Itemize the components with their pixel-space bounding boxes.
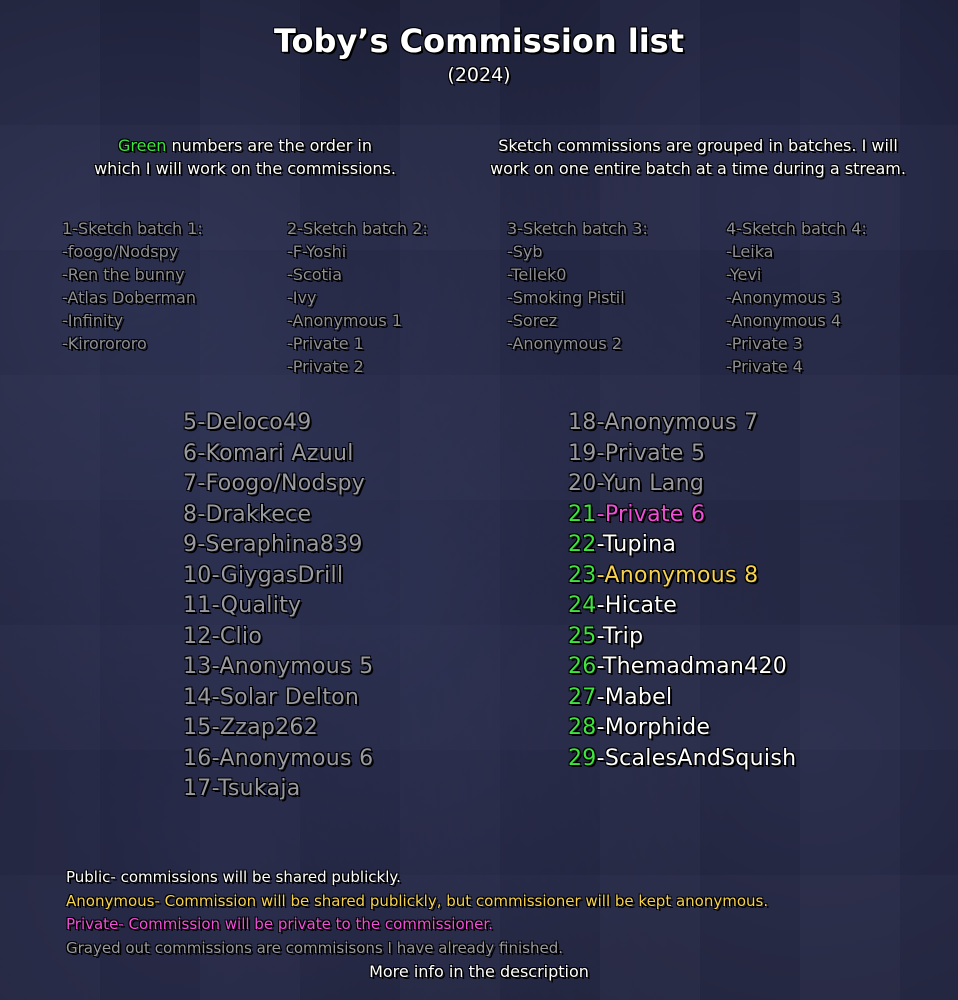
batch-title: 2-Sketch batch 2: <box>287 219 428 238</box>
batch-item: -Ren the bunny <box>62 265 185 284</box>
sketch-batch-2 <box>287 217 517 378</box>
green-word: Green <box>117 136 167 155</box>
list-item: 9-Seraphina839 <box>183 532 363 557</box>
list-item: 19-Private 5 <box>568 440 706 466</box>
list-item: 11-Quality <box>183 593 302 618</box>
list-item: 27-Mabel <box>568 684 673 710</box>
batch-item: -Private 3 <box>726 334 803 353</box>
legend-private: Private- Commission will be private to the commissioner. <box>66 915 493 933</box>
list-item: 22-Tupina <box>568 532 677 557</box>
batch-title: 1-Sketch batch 1: <box>62 219 203 238</box>
batch-title: 4-Sketch batch 4: <box>726 219 867 238</box>
commission-list-right <box>568 408 796 774</box>
list-item: 12-Clio <box>183 623 263 649</box>
sketch-batch-4 <box>726 217 956 378</box>
list-item: 6-Komari Azuul <box>183 440 354 466</box>
batch-item: -Leika <box>726 242 774 261</box>
list-item: 28-Morphide <box>568 715 711 740</box>
list-item: 7-Foogo/Nodspy <box>183 471 366 496</box>
batch-item: -Yevi <box>726 265 762 284</box>
batch-item: -Private 1 <box>287 334 364 353</box>
legend <box>66 866 768 960</box>
batch-item: -Syb <box>507 242 543 261</box>
batch-item: -Anonymous 3 <box>726 288 842 307</box>
list-item: 10-GiygasDrill <box>183 562 344 588</box>
list-item: 26-Themadman420 <box>568 654 788 679</box>
legend-grayed: Grayed out commissions are commisisons I have already finished. <box>66 938 564 957</box>
batch-title: 3-Sketch batch 3: <box>507 219 648 238</box>
list-item: 17-Tsukaja <box>183 776 301 801</box>
sketch-batch-1 <box>62 217 292 355</box>
batch-item: -foogo/Nodspy <box>62 242 179 261</box>
page-title: Toby’s Commission list <box>273 22 685 60</box>
list-item: 21-Private 6 <box>568 501 706 527</box>
batch-item: -F-Yoshi <box>287 242 347 261</box>
batch-item: -Anonymous 4 <box>726 311 842 330</box>
batch-item: -Private 4 <box>726 357 803 376</box>
order-note <box>40 134 450 180</box>
batch-item: -Smoking Pistil <box>507 288 625 307</box>
list-item: 8-Drakkece <box>183 501 312 527</box>
batch-note-line1: Sketch commissions are grouped in batches. I will <box>498 136 898 155</box>
footer-note: More info in the description <box>369 962 589 981</box>
batch-item: -Kirorororo <box>62 334 147 353</box>
list-item: 25-Trip <box>568 623 644 649</box>
batch-item: -Anonymous 2 <box>507 334 623 353</box>
batch-item: -Atlas Doberman <box>62 288 196 307</box>
list-item: 15-Zzap262 <box>183 715 319 740</box>
list-item: 5-Deloco49 <box>183 410 312 435</box>
list-item: 14-Solar Delton <box>183 684 360 710</box>
sketch-batch-3 <box>507 217 737 355</box>
list-item: 29-ScalesAndSquish <box>568 745 797 771</box>
batch-note-line2: work on one entire batch at a time during a stream. <box>490 159 906 178</box>
list-item: 18-Anonymous 7 <box>568 410 759 435</box>
batch-item: -Tellek0 <box>507 265 567 284</box>
batch-item: -Infinity <box>62 311 124 330</box>
batch-item: -Ivy <box>287 288 317 307</box>
batch-note <box>462 134 934 180</box>
list-item: 23-Anonymous 8 <box>568 562 759 588</box>
page-year: (2024) <box>447 64 511 86</box>
legend-public: Public- commissions will be shared publickly. <box>66 868 401 886</box>
list-item: 16-Anonymous 6 <box>183 745 374 771</box>
legend-anonymous: Anonymous- Commission will be shared publickly, but commissioner will be kept anonymous. <box>66 891 769 910</box>
list-item: 24-Hicate <box>568 593 678 618</box>
batch-item: -Scotia <box>287 265 343 284</box>
order-note-line2: which I will work on the commissions. <box>94 159 396 178</box>
order-note-line1: numbers are the order in <box>166 136 373 155</box>
batch-item: -Sorez <box>507 311 558 330</box>
list-item: 13-Anonymous 5 <box>183 654 374 679</box>
commission-list-left <box>183 408 373 805</box>
batch-item: -Anonymous 1 <box>287 311 403 330</box>
list-item: 20-Yun Lang <box>568 471 705 496</box>
batch-item: -Private 2 <box>287 357 364 376</box>
